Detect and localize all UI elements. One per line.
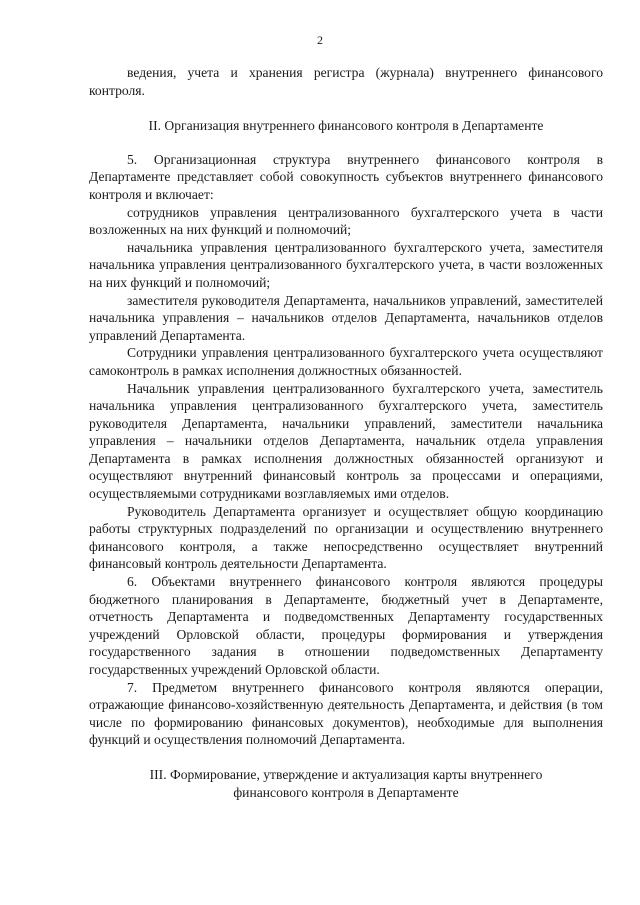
section-3-heading-line-1: III. Формирование, утверждение и актуализация карты внутреннего — [149, 766, 543, 782]
section-2-heading: II. Организация внутреннего финансового контроля в Департаменте — [148, 118, 544, 134]
paragraph-staff-selfcontrol: Сотрудники управления централизованного бухгалтерского учета осуществляют самоконтроль в рамках исполнения должностных обязанностей. — [89, 345, 603, 378]
section-3-heading-line-2: финансового контроля в Департаменте — [233, 784, 459, 800]
paragraph-5-item-3: заместителя руководителя Департамента, начальников управлений, заместителей начальника управления – начальников отделов Департамента, начальников отделов управлений Департамента. — [89, 292, 603, 343]
continuation-paragraph: ведения, учета и хранения регистра (журнала) внутреннего финансового контроля. — [89, 65, 603, 98]
paragraph-6-objects: 6. Объектами внутреннего финансового контроля являются процедуры бюджетного планирования в Департаменте, бюджетный учет в Департаменте, отчетность Департамента и подведомственных Департаменту государственных учреждений Орловской области, процедуры формирования и утверждения государственного задания в отношении подведомственных Департаменту государственных учреждений Орловской области. — [89, 574, 603, 677]
paragraph-managers-control: Начальник управления централизованного бухгалтерского учета, заместитель начальника управления централизованного бухгалтерского учета, заместитель руководителя Департамента, начальники управлений, заместители начальника управления – начальники отделов Департамента, начальник отдела управления Департамента в рамках исполнения должностных обязанностей организуют и осуществляют внутренний финансовый контроль за процессами и операциями, осуществляемыми сотрудниками возглавляемых ими отделов. — [89, 380, 603, 502]
paragraph-5-intro: 5. Организационная структура внутреннего финансового контроля в Департаменте представляет собой совокупность субъектов внутреннего финансового контроля и включает: — [89, 151, 603, 202]
paragraph-5-item-1: сотрудников управления централизованного бухгалтерского учета в части возложенных на них функций и полномочий; — [89, 204, 603, 238]
paragraph-head-coordination: Руководитель Департамента организует и осуществляет общую координацию работы структурных подразделений по организации и осуществлению внутреннего финансового контроля, а также непосредственно осуществляет внутренний финансовый контроль деятельности Департамента. — [89, 503, 603, 572]
section-3-heading — [89, 766, 603, 801]
paragraph-7-subject: 7. Предметом внутреннего финансового контроля являются операции, отражающие финансово-хозяйственную деятельность Департамента, и действия (в том числе по формированию финансовых документов), необходимые для выполнения функций и осуществления полномочий Департамента. — [89, 679, 603, 748]
page-number: 2 — [317, 33, 323, 47]
document-body — [89, 64, 603, 801]
paragraph-5-item-2: начальника управления централизованного бухгалтерского учета, заместителя начальника управления централизованного бухгалтерского учета, в части возложенных на них функций и полномочий; — [89, 239, 603, 290]
